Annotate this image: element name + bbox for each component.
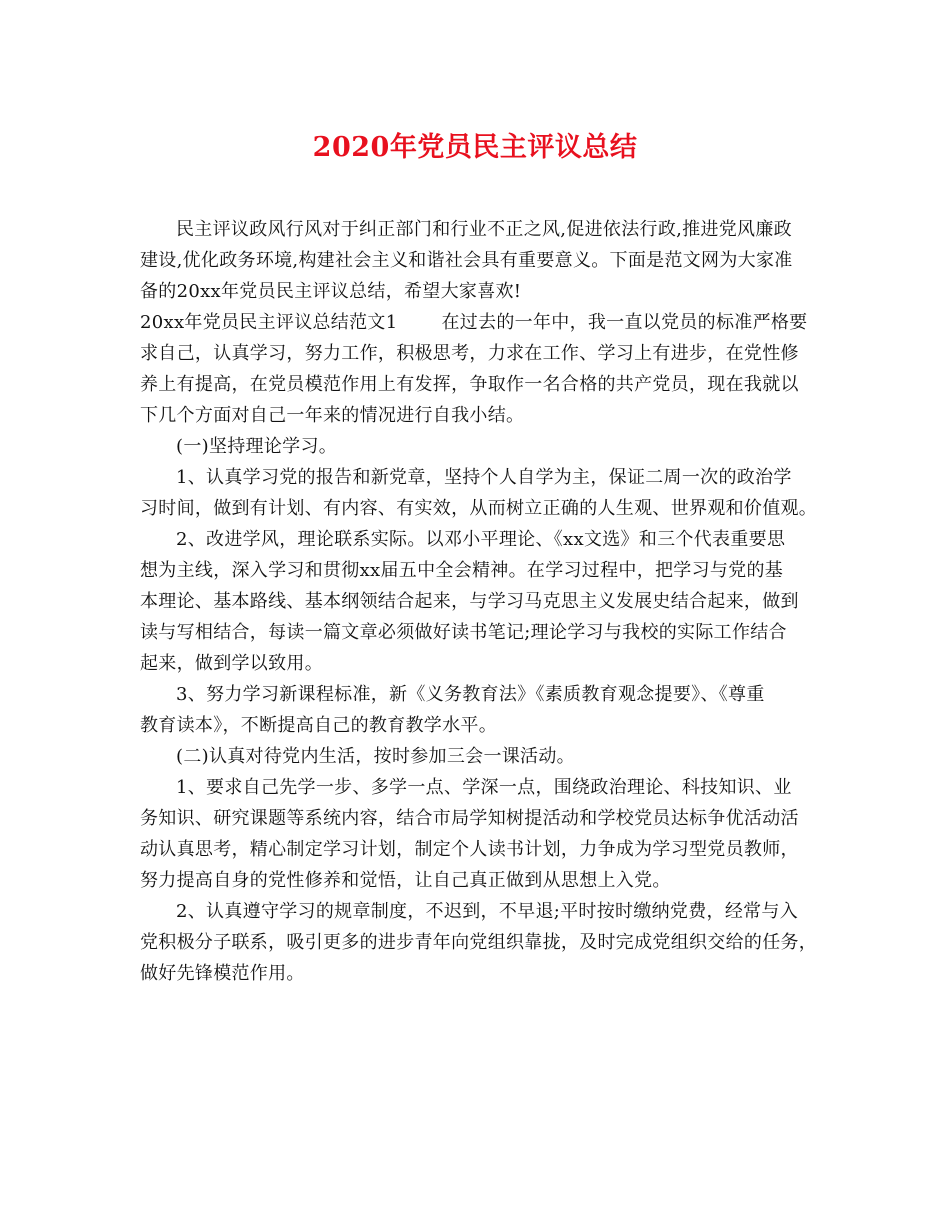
paragraph-line: 教育读本》，不断提高自己的教育教学水平。	[140, 715, 497, 736]
section-heading: (一)坚持理论学习。	[176, 436, 338, 457]
paragraph-line: 民主评议政风行风对于纠正部门和行业不正之风,促进依法行政,推进党风廉政	[176, 219, 792, 240]
paragraph-line	[140, 307, 820, 338]
paragraph-line: 努力提高自身的党性修养和觉悟，让自己真正做到从思想上入党。	[140, 870, 671, 891]
document-body	[140, 214, 820, 989]
paragraph-line: 3、努力学习新课程标准，新《义务教育法》《素质教育观念提要》、《尊重	[176, 684, 765, 705]
paragraph-line: 动认真思考，精心制定学习计划，制定个人读书计划，力争成为学习型党员教师，	[140, 839, 799, 860]
paragraph-line: 2、认真遵守学习的规章制度，不迟到，不早退;平时按时缴纳党费，经常与入	[176, 901, 799, 922]
paragraph-line: 备的20xx年党员民主评议总结，希望大家喜欢!	[140, 281, 522, 302]
paragraph-line: 1、认真学习党的报告和新党章，坚持个人自学为主，保证二周一次的政治学	[176, 467, 792, 488]
paragraph-line: 1、要求自己先学一步、多学一点、学深一点，围绕政治理论、科技知识、业	[176, 777, 792, 798]
paragraph-line: 习时间，做到有计划、有内容、有实效，从而树立正确的人生观、世界观和价值观。	[140, 498, 818, 519]
section-heading: 20xx年党员民主评议总结范文1	[140, 312, 398, 333]
paragraph-line: 党积极分子联系，吸引更多的进步青年向党组织靠拢，及时完成党组织交给的任务，	[140, 932, 818, 953]
paragraph-line: 做好先锋模范作用。	[140, 963, 305, 984]
paragraph-line: 求自己，认真学习，努力工作，积极思考，力求在工作、学习上有进步，在党性修	[140, 343, 799, 364]
paragraph-line: 读与写相结合，每读一篇文章必须做好读书笔记;理论学习与我校的实际工作结合	[140, 622, 787, 643]
paragraph-line: 务知识、研究课题等系统内容，结合市局学知树提活动和学校党员达标争优活动活	[140, 808, 799, 829]
paragraph-line: 想为主线，深入学习和贯彻xx届五中全会精神。在学习过程中，把学习与党的基	[140, 560, 784, 581]
document-title: 2020年党员民主评议总结	[312, 132, 638, 163]
paragraph-text: 在过去的一年中，我一直以党员的标准严格要	[441, 312, 808, 333]
paragraph-line: 下几个方面对自己一年来的情况进行自我小结。	[140, 405, 525, 426]
paragraph-line: 本理论、基本路线、基本纲领结合起来，与学习马克思主义发展史结合起来，做到	[140, 591, 799, 612]
paragraph-line: 建设,优化政务环境,构建社会主义和谐社会具有重要意义。下面是范文网为大家准	[140, 250, 793, 271]
section-heading: (二)认真对待党内生活，按时参加三会一课活动。	[176, 746, 575, 767]
paragraph-line: 养上有提高，在党员模范作用上有发挥，争取作一名合格的共产党员，现在我就以	[140, 374, 799, 395]
paragraph-line: 起来，做到学以致用。	[140, 653, 323, 674]
paragraph-line: 2、改进学风，理论联系实际。以邓小平理论、《xx文选》和三个代表重要思	[176, 529, 786, 550]
